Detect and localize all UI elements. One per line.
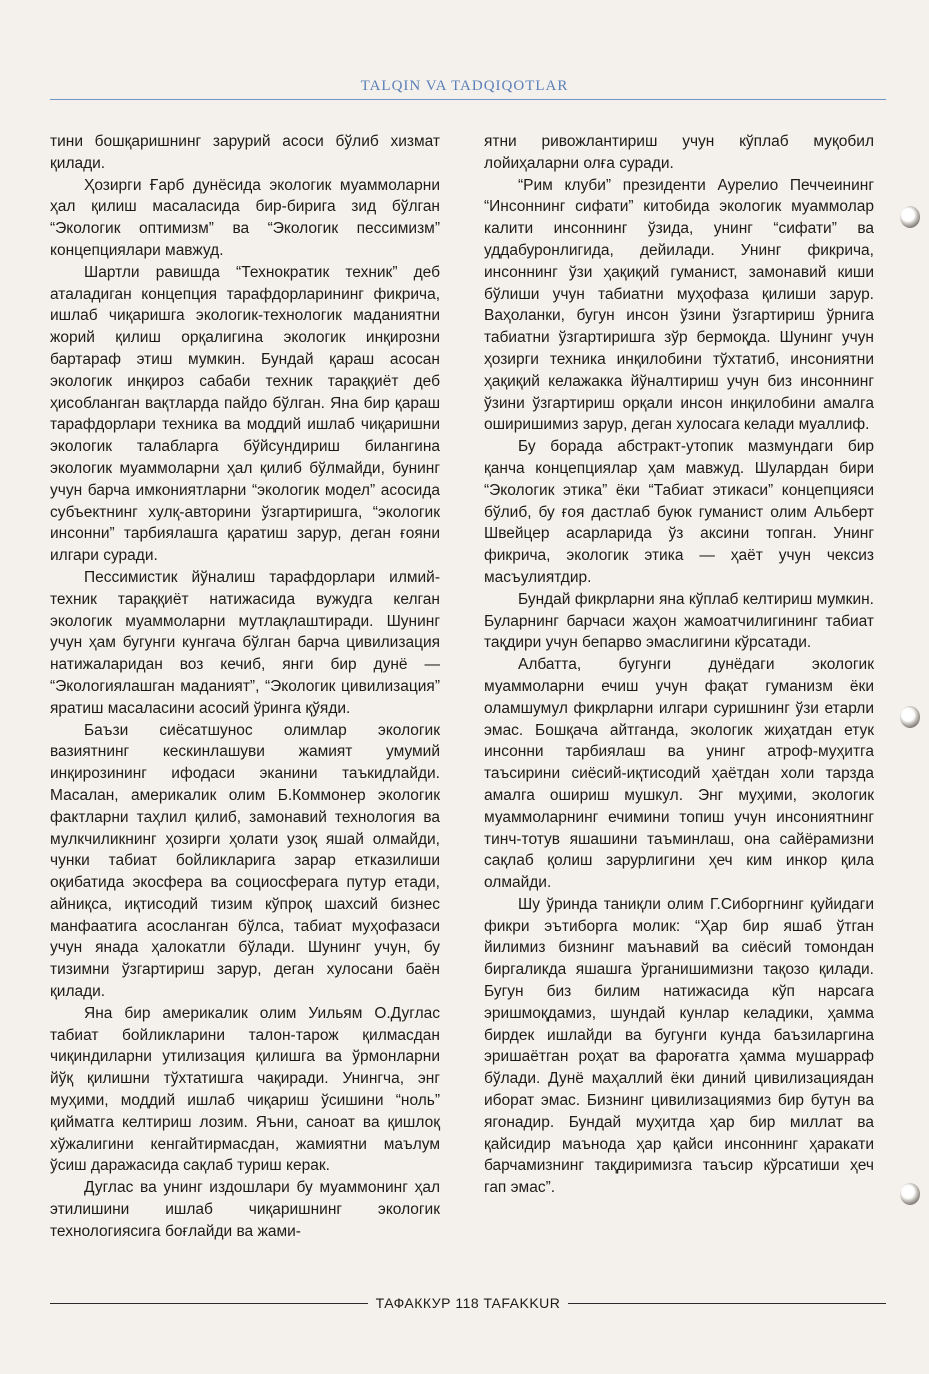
paragraph: Бундай фикрларни яна кўплаб келтириш мумкин. Буларнинг барчаси жаҳон жамоатчилигининг табиат тақдири учун бепарво эмаслигини кўрсатади. (484, 590, 874, 652)
paragraph: ятни ривожлантириш учун кўплаб муқобил лойиҳаларни олға суради. (484, 133, 874, 172)
paragraph: Баъзи сиёсатшунос олимлар экологик вазиятнинг кескинлашуви жамият умумий инқирозининг ифодаси эканини таъкидлайди. Масалан, америкалик олим Б.Коммонер экологик фактларни таҳлил қилиб, замонавий технология ва мулкчиликнинг ҳозирги ҳолати узоқ яшай олмайди, чунки табиат бойликларига зарар етказилиши оқибатида экосфера ва социосферага путур етади, айниқса, иқтисодий тизим кўпроқ шахсий бизнес манфаатига асосланган бўлса, табиат муҳофазаси учун янада ҳалокатли бўлади. Шунинг учун, бу тизимни ўзгартириш зарур, деган хулосани баён қилади. (50, 721, 440, 1001)
footer-rule-left (50, 1303, 368, 1304)
footer-page-label: ТАФАККУР 118 TAFAKKUR (375, 1295, 561, 1311)
punch-hole-icon (900, 706, 920, 728)
paragraph: Яна бир америкалик олим Уильям О.Дуглас табиат бойликларини талон-тарож қилмасдан чиқиндиларни утилизация қилишга ва ўрмонларни йўқ қилишни тўхтатишга чақиради. Унингча, энг муҳими, моддий ишлаб чиқариш ўсишини “ноль” қийматга келтириш лозим. Яъни, саноат ва қишлоқ хўжалигини кенгайтирмасдан, жамиятни маълум ўсиш даражасида сақлаб туриш керак. (50, 1004, 440, 1175)
paragraph: тини бошқаришнинг зарурий асоси бўлиб хизмат қилади. (50, 133, 440, 172)
paragraph: Шу ўринда таниқли олим Г.Сиборгнинг қуйидаги фикри эътиборга молик: “Ҳар бир яшаб ўтган йилимиз бизнинг маънавий ва сиёсий томондан биргаликда яшашга ўрганишимизни тақозо қилади. Бугун биз билим натижасида кўп нарсага эришмоқдамиз, шундай кунлар келадики, ҳамма бирдек ишлайди ва бугунги кунда баъзиларгина эришаётган роҳат ва фароғатга ҳамма мушарраф бўлади. Дунё маҳаллий ёки диний цивилизациядан иборат эмас. Бизнинг цивилизациямиз бир бутун ва ягонадир. Бундай муҳитда ҳар бир миллат ва қайсидир маънода ҳар қайси инсоннинг ҳаракати барчамизнинг тақдиримизга таъсир кўрсатиши ҳеч гап эмас”. (484, 895, 874, 1197)
punch-hole-icon (900, 1183, 920, 1205)
right-column (484, 131, 874, 1199)
paragraph: Албатта, бугунги дунёдаги экологик муаммоларни ечиш учун фақат гуманизм ёки оламшумул фикрларни илгари суришнинг ўзи етарли эмас. Бошқача айтганда, экологик жиҳатдан етук инсонни тарбиялаш ва унинг атроф-муҳитга таъсирини сиёсий-иқтисодий ҳаётдан холи тарзда амалга ошириш мушкул. Энг муҳими, экологик муаммоларнинг ечимини топиш учун инсониятнинг тинч-тотув яшашини таъминлаш, она сайёрамизни сақлаб қолиш зарурлигини ҳеч ким инкор қила олмайди. (484, 656, 874, 892)
page-footer (50, 1293, 886, 1313)
paragraph: “Рим клуби” президенти Аурелио Печчеининг “Инсоннинг сифати” китобида экологик муаммолар калити инсоннинг ўзида, унинг “сифати” ва уддабуронлигида, дейилади. Унинг фикрича, инсоннинг ўзи ҳақиқий гуманист, замонавий киши бўлиши учун табиатни муҳофаза қилиши зарур. Ваҳоланки, бугун инсон ўзини ўзгартириш ўрнига табиатни ўзгартиришга зўр бермоқда. Шунинг учун ҳозирги техника инқилобини тўхтатиб, инсониятни ҳақиқий келажакка йўналтириш учун биз инсоннинг ўзини ўзгартириш орқали инсон инқилобини амалга оширишимиз зарур, деган хулосага келади муаллиф. (484, 176, 874, 434)
paragraph: Бу борада абстракт-утопик мазмундаги бир қанча концепциялар ҳам мавжуд. Шулардан бири “Экологик этика” ёки “Табиат этикаси” концепцияси бўлиб, бу ғоя дастлаб буюк гуманист олим Альберт Швейцер асарларида ўз аксини топган. Унинг фикрича, экологик этика — ҳаёт учун чексиз масъулиятдир. (484, 438, 874, 586)
header-rule (50, 99, 886, 100)
paragraph: Шартли равишда “Технократик техник” деб аталадиган концепция тарафдорларининг фикрича, ишлаб чиқаришга экологик-технологик маданиятни жорий қилиш орқалигина экологик инқирозни бартараф этиш мумкин. Бундай қараш асосан экологик инқироз сабаби техник тараққиёт деб ҳисобланган вақтларда пайдо бўлган. Яна бир қараш тарафдорлари техника ва моддий ишлаб чиқаришни экологик талабларга бўйсундириш билангина экологик муаммоларни ҳал қилиб бўлмайди, бунинг учун барча имкониятларни “экологик модел” асосида субъектнинг хулқ-авторини ўзгартиришга, “экологик инсонни” тарбиялашга қаратиш зарур, деган ғояни илгари суради. (50, 263, 440, 565)
left-column (50, 131, 440, 1243)
running-header-title: TALQIN VA TADQIQOTLAR (360, 78, 569, 94)
paragraph: Ҳозирги Ғарб дунёсида экологик муаммоларни ҳал қилиш масаласида бир-бирига зид бўлган “Экологик оптимизм” ва “Экологик пессимизм” концепциялари мавжуд. (50, 176, 440, 259)
paragraph: Пессимистик йўналиш тарафдорлари илмий-техник тараққиёт натижасида вужудга келган экологик муаммоларни мутлақлаштиради. Шунинг учун ҳам бугунги кунгача бўлган барча цивилизация натижаларидан воз кечиб, янги бир дунё — “Экологиялашган маданият”, “Экологик цивилизация” яратиш масаласини асосий ўринга қўяди. (50, 568, 440, 717)
footer-rule-right (568, 1303, 886, 1304)
punch-hole-icon (900, 206, 920, 228)
paragraph: Дуглас ва унинг издошлари бу муаммонинг ҳал этилишини ишлаб чиқаришнинг экологик технологиясига боғлайди ва жами- (50, 1179, 440, 1240)
